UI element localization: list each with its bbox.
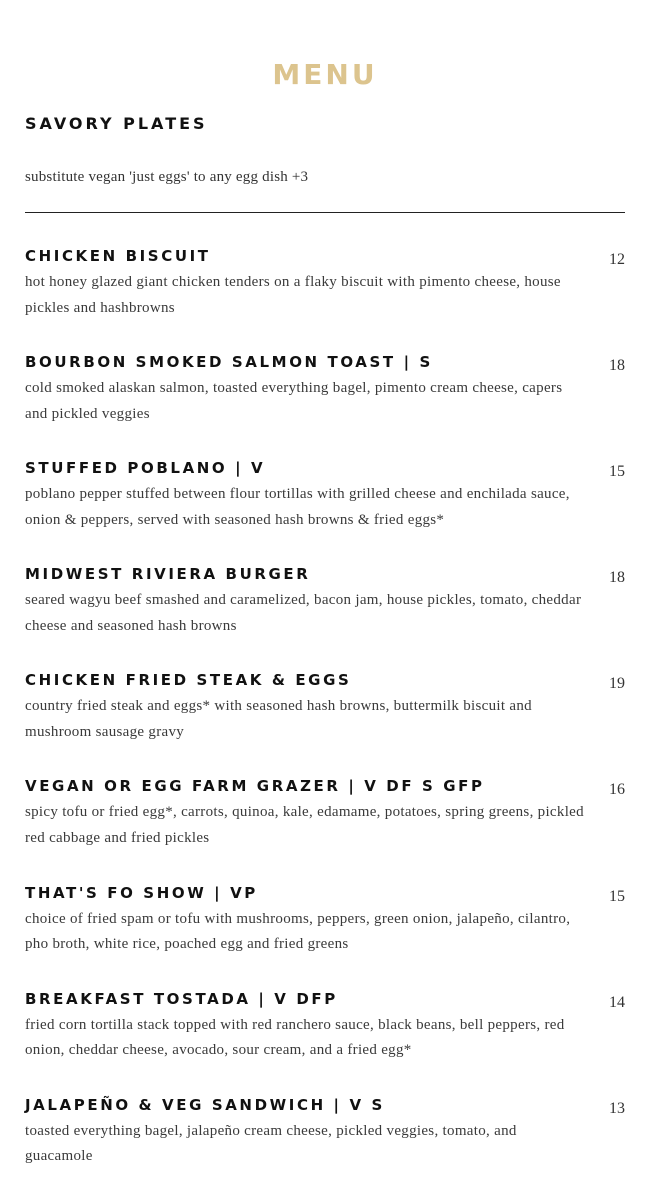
menu-item [25, 883, 625, 989]
item-price: 12 [609, 251, 625, 268]
menu-item [25, 352, 625, 458]
item-price: 14 [609, 993, 625, 1011]
menu-title: MENU [272, 58, 378, 91]
item-description: hot honey glazed giant chicken tenders on a flaky biscuit with pimento cheese, house pickles and hashbrowns [25, 274, 561, 316]
item-name: BOURBON SMOKED SALMON TOAST | S [25, 353, 433, 372]
item-description: seared wagyu beef smashed and caramelized, bacon jam, house pickles, tomato, cheddar cheese and seasoned hash browns [25, 592, 582, 634]
item-name: BREAKFAST TOSTADA | V DFP [25, 989, 338, 1008]
menu-items-list [25, 246, 625, 1201]
item-price: 18 [609, 357, 625, 375]
item-name: THAT'S FO SHOW | VP [25, 883, 258, 902]
item-price: 16 [609, 781, 625, 799]
menu-item [25, 670, 625, 776]
item-price: 15 [609, 887, 625, 905]
item-description: cold smoked alaskan salmon, toasted everything bagel, pimento cream cheese, capers and pickled veggies [25, 380, 563, 422]
item-description: poblano pepper stuffed between flour tortillas with grilled cheese and enchilada sauce, onion & peppers, served with seasoned hash browns & fried eggs* [25, 486, 570, 528]
item-description: toasted everything bagel, jalapeño cream cheese, pickled veggies, tomato, and guacamole [25, 1122, 517, 1165]
section-title: SAVORY PLATES [25, 114, 208, 133]
item-price: 15 [609, 463, 625, 481]
item-description: country fried steak and eggs* with seasoned hash browns, buttermilk biscuit and mushroom sausage gravy [25, 698, 532, 740]
menu-item [25, 1095, 625, 1201]
item-description: spicy tofu or fried egg*, carrots, quinoa, kale, edamame, potatoes, spring greens, pickled red cabbage and fried pickles [25, 804, 584, 846]
item-name: JALAPEÑO & VEG SANDWICH | V S [25, 1095, 385, 1114]
item-name: MIDWEST RIVIERA BURGER [25, 565, 311, 584]
item-price: 18 [609, 569, 625, 587]
menu-item [25, 989, 625, 1095]
section-note: substitute vegan 'just eggs' to any egg dish +3 [25, 169, 309, 185]
item-name: VEGAN OR EGG FARM GRAZER | V DF S GFP [25, 777, 485, 796]
item-name: CHICKEN FRIED STEAK & EGGS [25, 671, 352, 690]
section-divider [25, 212, 625, 213]
menu-item [25, 564, 625, 670]
item-description: choice of fried spam or tofu with mushrooms, peppers, green onion, jalapeño, cilantro, pho broth, white rice, poached egg and fried greens [25, 910, 571, 953]
menu-item [25, 458, 625, 564]
menu-item [25, 246, 625, 352]
item-description: fried corn tortilla stack topped with red ranchero sauce, black beans, bell peppers, red onion, cheddar cheese, avocado, sour cream, and a fried egg* [25, 1016, 565, 1059]
item-name: CHICKEN BISCUIT [25, 247, 211, 265]
item-price: 13 [609, 1099, 625, 1117]
item-price: 19 [609, 675, 625, 693]
item-name: STUFFED POBLANO | V [25, 459, 266, 478]
menu-item [25, 776, 625, 882]
